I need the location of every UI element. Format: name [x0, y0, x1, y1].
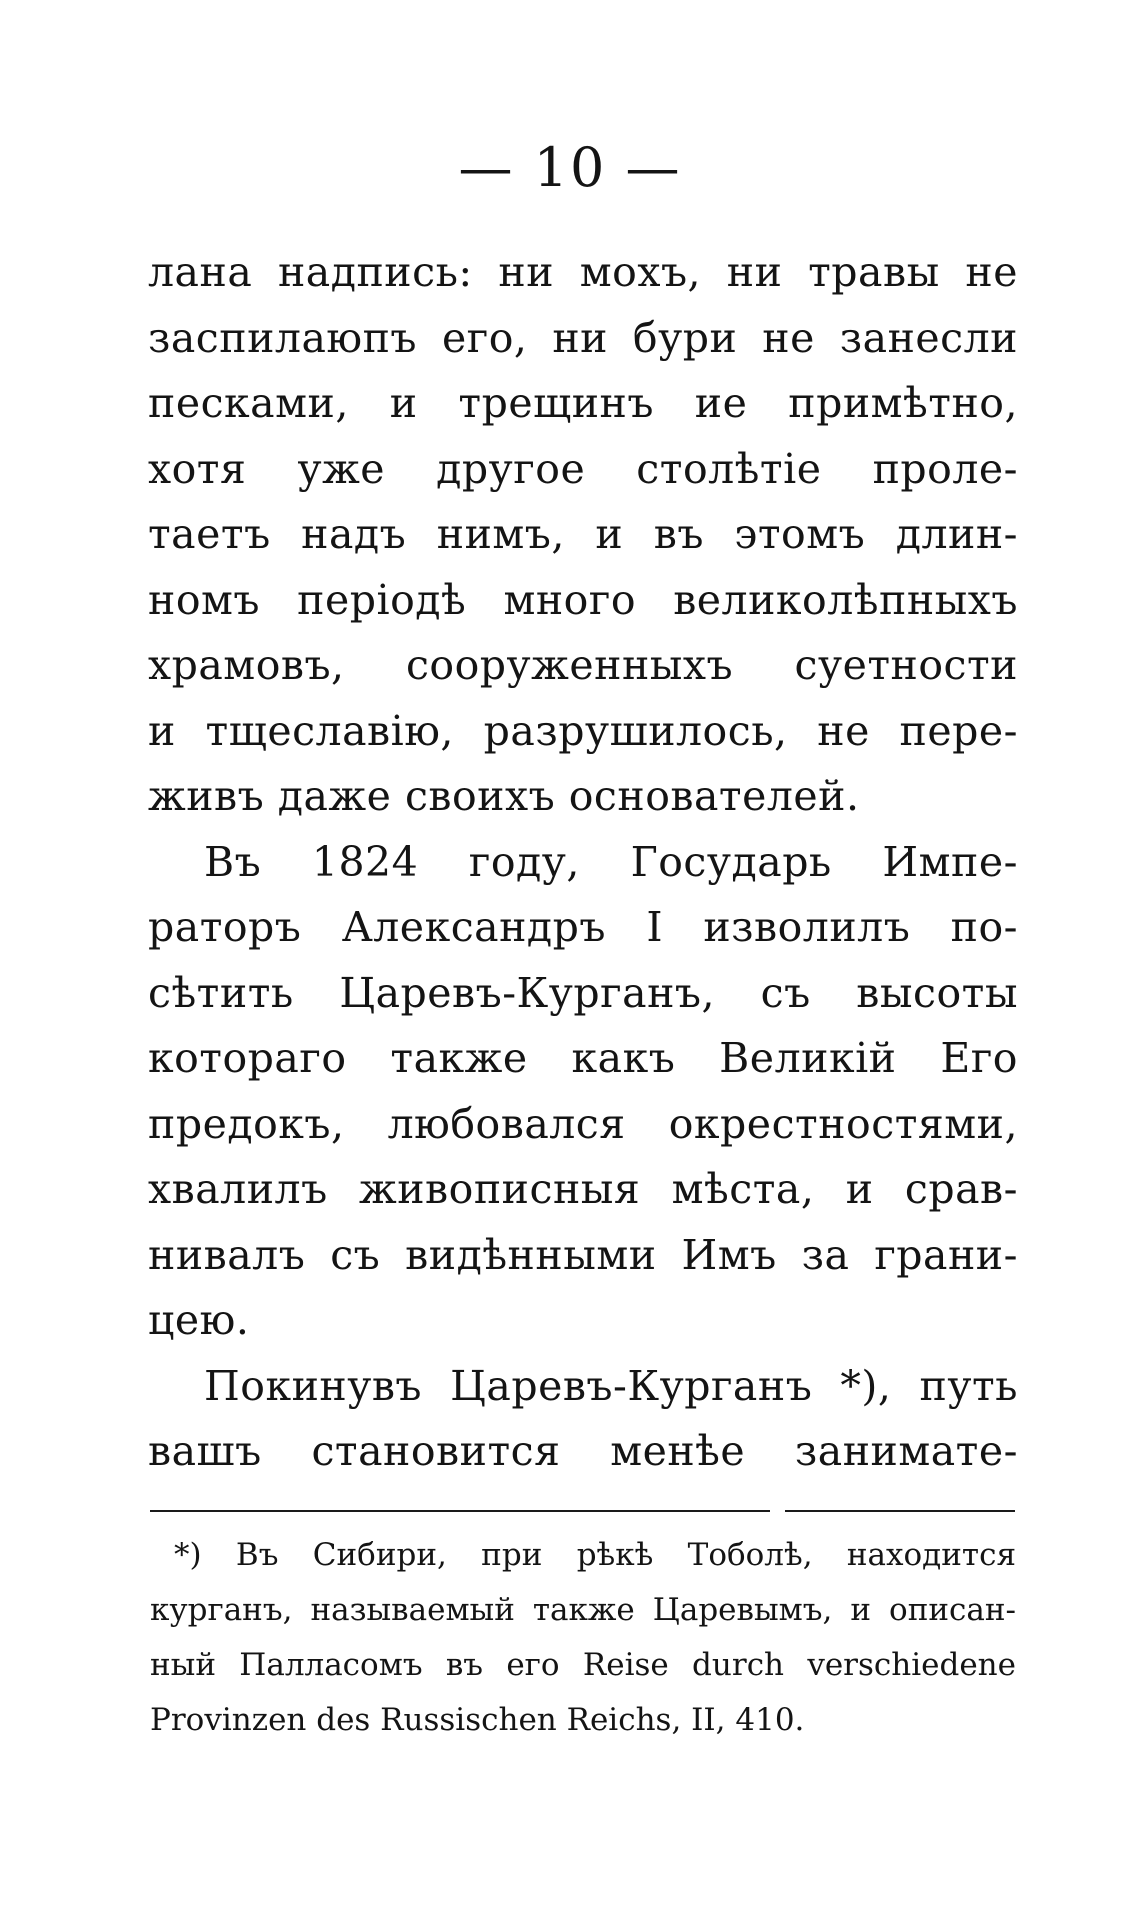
text-line: предокъ, любовался окрестностями, — [148, 1099, 1018, 1148]
text-line: хвалилъ живописныя мѣста, и срав- — [148, 1165, 1018, 1213]
footnote-divider — [785, 1510, 1015, 1512]
text-line: храмовъ, сооруженныхъ суетности — [148, 641, 1018, 689]
text-line: хотя уже другое столѣтіе проле- — [148, 444, 1018, 493]
text-line: таетъ надъ нимъ, и въ этомъ длин- — [148, 510, 1018, 558]
footnote-line: курганъ, называемый также Царевымъ, и описан- — [150, 1592, 1016, 1628]
body-text — [148, 240, 1018, 1485]
footnote-divider — [150, 1510, 770, 1512]
text-line: и тщеславію, разрушилось, не пере- — [148, 706, 1018, 755]
text-line: лана надпись: ни мохъ, ни травы не — [148, 248, 1018, 296]
text-line: номъ періодѣ много великолѣпныхъ — [148, 575, 1018, 624]
page-number: — 10 — — [458, 136, 682, 199]
text-line: раторъ Александръ I изволилъ по- — [148, 903, 1018, 951]
text-line: вашъ становится менѣе занимате- — [148, 1427, 1018, 1475]
text-line: котораго также какъ Великій Его — [148, 1034, 1018, 1082]
text-line: Покинувъ Царевъ-Курганъ *), путь — [204, 1361, 1018, 1410]
text-line: заспилаюпъ его, ни бури не занесли — [148, 313, 1018, 362]
text-line: цею. — [148, 1296, 250, 1344]
footnote-line: Provinzen des Russischen Reichs, II, 410. — [150, 1702, 805, 1738]
text-line: нивалъ съ видѣнными Имъ за грани- — [148, 1230, 1018, 1279]
text-line: песками, и трещинъ ие примѣтно, — [148, 379, 1018, 427]
footnote-line: ный Палласомъ въ его Reise durch verschiedene — [150, 1647, 1016, 1683]
text-line: живъ даже своихъ основателей. — [148, 772, 860, 820]
footnote-line: *) Въ Сибири, при рѣкѣ Тоболѣ, находится — [174, 1537, 1016, 1573]
text-line: сѣтить Царевъ-Курганъ, съ высоты — [148, 968, 1018, 1017]
text-line: Въ 1824 году, Государь Импе- — [204, 837, 1018, 886]
footnote — [150, 1528, 1016, 1748]
